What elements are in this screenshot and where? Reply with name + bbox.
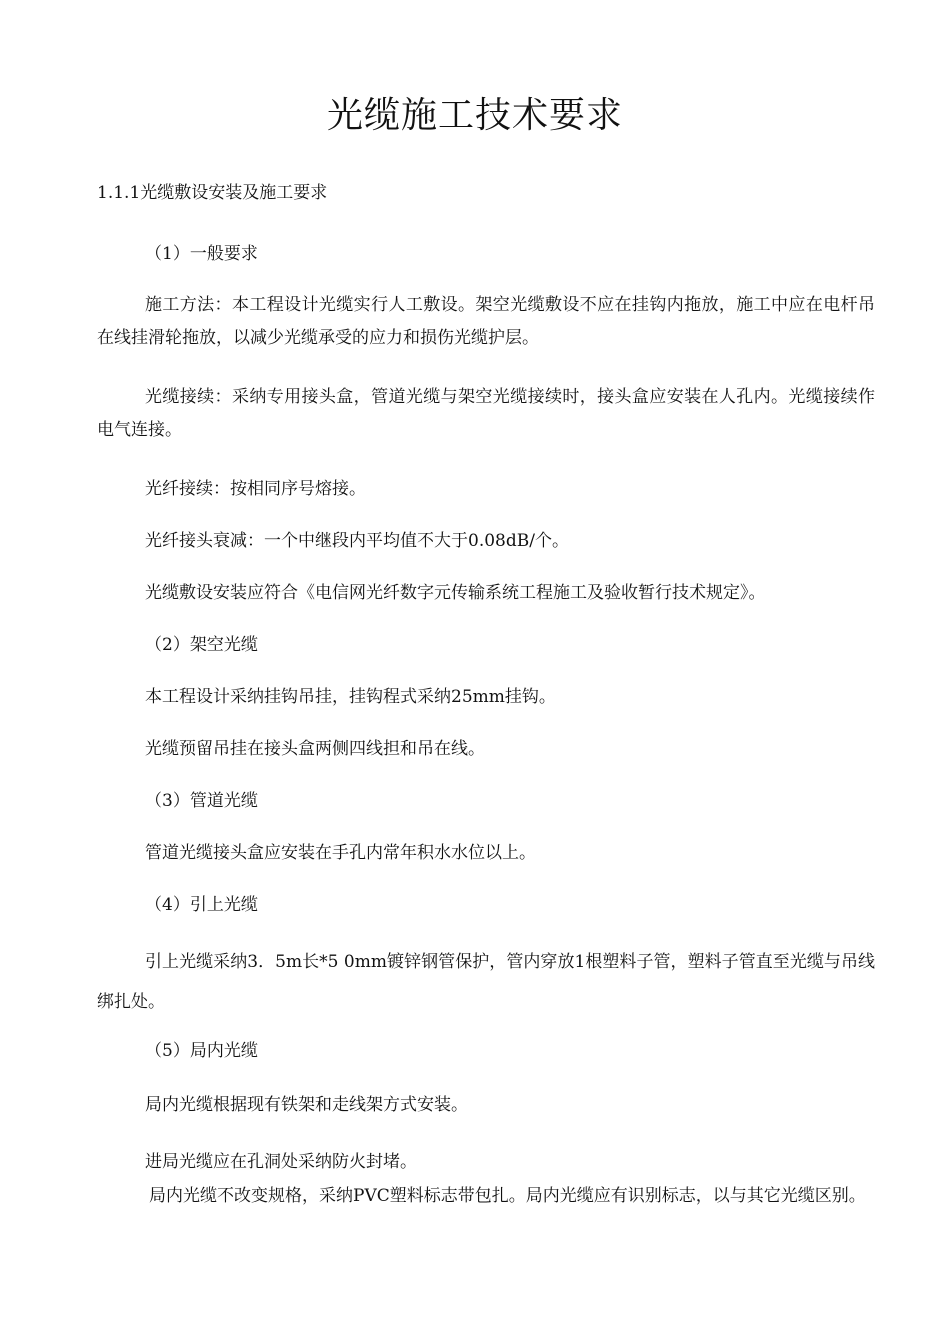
paragraph-construction-method: 施工方法：本工程设计光缆实行人工敷设。架空光缆敷设不应在挂钩内拖放，施工中应在电杆吊在线挂滑轮拖放，以减少光缆承受的应力和损伤光缆护层。 xyxy=(97,295,875,348)
subheading-duct: （3）管道光缆 xyxy=(145,791,258,811)
paragraph-hooks: 本工程设计采纳挂钩吊挂，挂钩程式采纳25mm挂钩。 xyxy=(145,687,556,707)
paragraph-indoor-marking: 局内光缆不改变规格，采纳PVC塑料标志带包扎。局内光缆应有识别标志，以与其它光缆区别。 xyxy=(149,1186,866,1206)
subheading-indoor: （5）局内光缆 xyxy=(145,1041,258,1061)
paragraph-cable-splicing: 光缆接续：采纳专用接头盒，管道光缆与架空光缆接续时，接头盒应安装在人孔内。光缆接续作电气连接。 xyxy=(97,387,875,440)
paragraph-closure: 管道光缆接头盒应安装在手孔内常年积水水位以上。 xyxy=(145,843,536,863)
paragraph-indoor-install: 局内光缆根据现有铁架和走线架方式安装。 xyxy=(145,1095,468,1115)
paragraph-fiber-splicing: 光纤接续：按相同序号熔接。 xyxy=(145,479,366,499)
section-heading: 1.1.1光缆敷设安装及施工要求 xyxy=(97,183,328,203)
subheading-aerial: （2）架空光缆 xyxy=(145,635,258,655)
paragraph-reserve: 光缆预留吊挂在接头盒两侧四线担和吊在线。 xyxy=(145,739,485,759)
subheading-general: （1）一般要求 xyxy=(145,244,258,264)
paragraph-lead-up-protection: 引上光缆采纳3．5m长*5 0mm镀锌钢管保护，管内穿放1根塑料子管，塑料子管直至光缆与吊线绑扎处。 xyxy=(97,952,875,1012)
document-title: 光缆施工技术要求 xyxy=(326,95,623,136)
paragraph-fireproof: 进局光缆应在孔洞处采纳防火封堵。 xyxy=(145,1152,417,1172)
paragraph-standard: 光缆敷设安装应符合《电信网光纤数字元传输系统工程施工及验收暂行技术规定》。 xyxy=(145,583,766,603)
subheading-lead-up: （4）引上光缆 xyxy=(145,895,258,915)
paragraph-splice-loss: 光纤接头衰减：一个中继段内平均值不大于0.08dB/个。 xyxy=(145,531,569,551)
